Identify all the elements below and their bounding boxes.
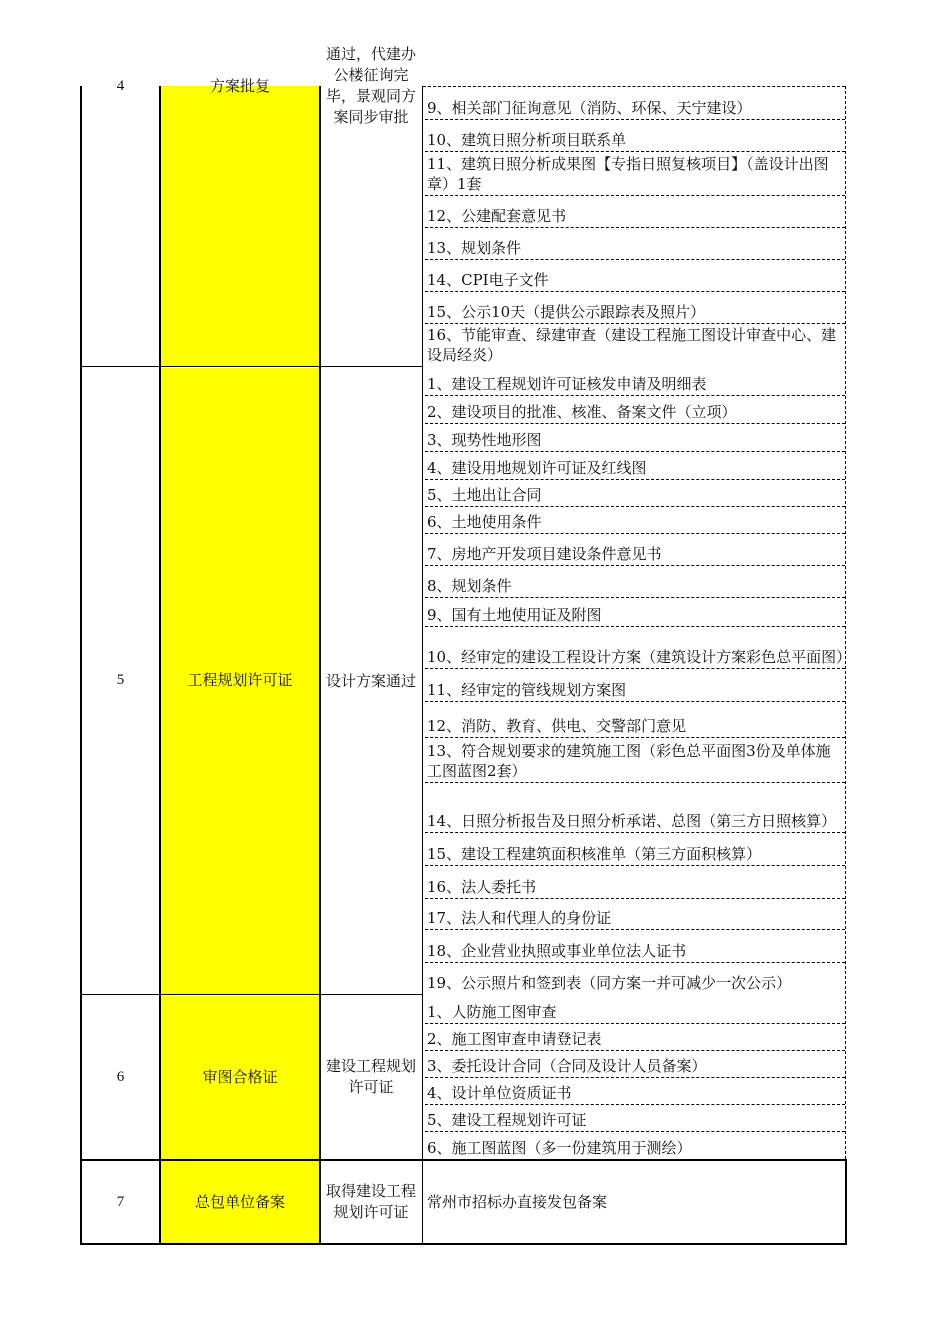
document-item: 9、相关部门征询意见（消防、环保、天宁建设） [425, 96, 845, 120]
document-item: 1、人防施工图审查 [425, 1000, 845, 1024]
document-item: 14、CPI电子文件 [425, 268, 845, 292]
document-item: 8、规划条件 [425, 574, 845, 598]
row-divider-6-7 [80, 1159, 847, 1161]
column-divider-3 [422, 86, 423, 1245]
item-name: 审图合格证 [202, 1068, 278, 1086]
item-name: 方案批复 [209, 77, 270, 95]
column-divider-2 [319, 86, 321, 1245]
row-number: 5 [116, 672, 125, 688]
document-item: 5、建设工程规划许可证 [425, 1108, 845, 1132]
prerequisite-condition: 建设工程规划许可证 [325, 1057, 416, 1096]
table-border-bottom [80, 1243, 847, 1245]
prerequisite-condition: 通过，代建办公楼征询完毕，景观同方案同步审批 [325, 45, 416, 126]
document-item: 9、国有土地使用证及附图 [425, 605, 845, 627]
name-cell-fill-row4 [161, 86, 319, 366]
dashed-right-edge [845, 86, 846, 1159]
document-item: 13、规划条件 [425, 236, 845, 260]
row-divider-4-5 [80, 366, 423, 367]
document-item: 15、公示10天（提供公示跟踪表及照片） [425, 300, 845, 324]
document-item: 19、公示照片和签到表（同方案一并可减少一次公示） [427, 974, 792, 992]
document-item: 6、土地使用条件 [425, 510, 845, 534]
row-divider-5-6 [80, 994, 423, 995]
document-item: 7、房地产开发项目建设条件意见书 [425, 542, 845, 566]
document-item: 10、建筑日照分析项目联系单 [425, 128, 845, 152]
document-item: 常州市招标办直接发包备案 [427, 1193, 608, 1211]
prerequisite-condition: 取得建设工程规划许可证 [325, 1182, 416, 1221]
prerequisite-condition: 设计方案通过 [325, 671, 416, 690]
top-dashed-line [423, 86, 845, 87]
document-item: 2、建设项目的批准、核准、备案文件（立项） [425, 400, 845, 424]
table-border-right [845, 1159, 847, 1245]
document-item: 15、建设工程建筑面积核准单（第三方面积核算） [425, 842, 845, 866]
document-item: 16、法人委托书 [425, 875, 845, 899]
item-name: 工程规划许可证 [187, 671, 293, 689]
document-item: 3、委托设计合同（合同及设计人员备案） [425, 1054, 845, 1078]
document-item: 17、法人和代理人的身份证 [425, 906, 845, 930]
document-item: 2、施工图审查申请登记表 [425, 1027, 845, 1051]
document-item: 4、设计单位资质证书 [425, 1081, 845, 1105]
row-number: 6 [116, 1069, 125, 1085]
document-item: 5、土地出让合同 [425, 483, 845, 507]
item-name: 总包单位备案 [194, 1193, 285, 1211]
document-item: 4、建设用地规划许可证及红线图 [425, 456, 845, 480]
row-number: 4 [116, 78, 125, 94]
document-item: 12、公建配套意见书 [425, 204, 845, 228]
document-item: 11、建筑日照分析成果图【专指日照复核项目】（盖设计出图章）1套 [425, 152, 845, 196]
document-item: 1、建设工程规划许可证核发申请及明细表 [425, 372, 845, 396]
document-item: 11、经审定的管线规划方案图 [425, 678, 845, 702]
document-item: 6、施工图蓝图（多一份建筑用于测绘） [427, 1139, 692, 1157]
document-item: 3、现势性地形图 [425, 428, 845, 452]
document-item: 12、消防、教育、供电、交警部门意见 [425, 714, 845, 738]
document-item: 13、符合规划要求的建筑施工图（彩色总平面图3份及单体施工图蓝图2套） [425, 740, 845, 783]
document-item: 18、企业营业执照或事业单位法人证书 [425, 939, 845, 963]
document-item: 10、经审定的建设工程设计方案（建筑设计方案彩色总平面图） [425, 626, 845, 669]
document-item: 16、节能审查、绿建审查（建设工程施工图设计审查中心、建设局经炎） [427, 326, 837, 364]
row-number: 7 [116, 1194, 125, 1210]
document-item: 14、日照分析报告及日照分析承诺、总图（第三方日照核算） [425, 789, 845, 833]
